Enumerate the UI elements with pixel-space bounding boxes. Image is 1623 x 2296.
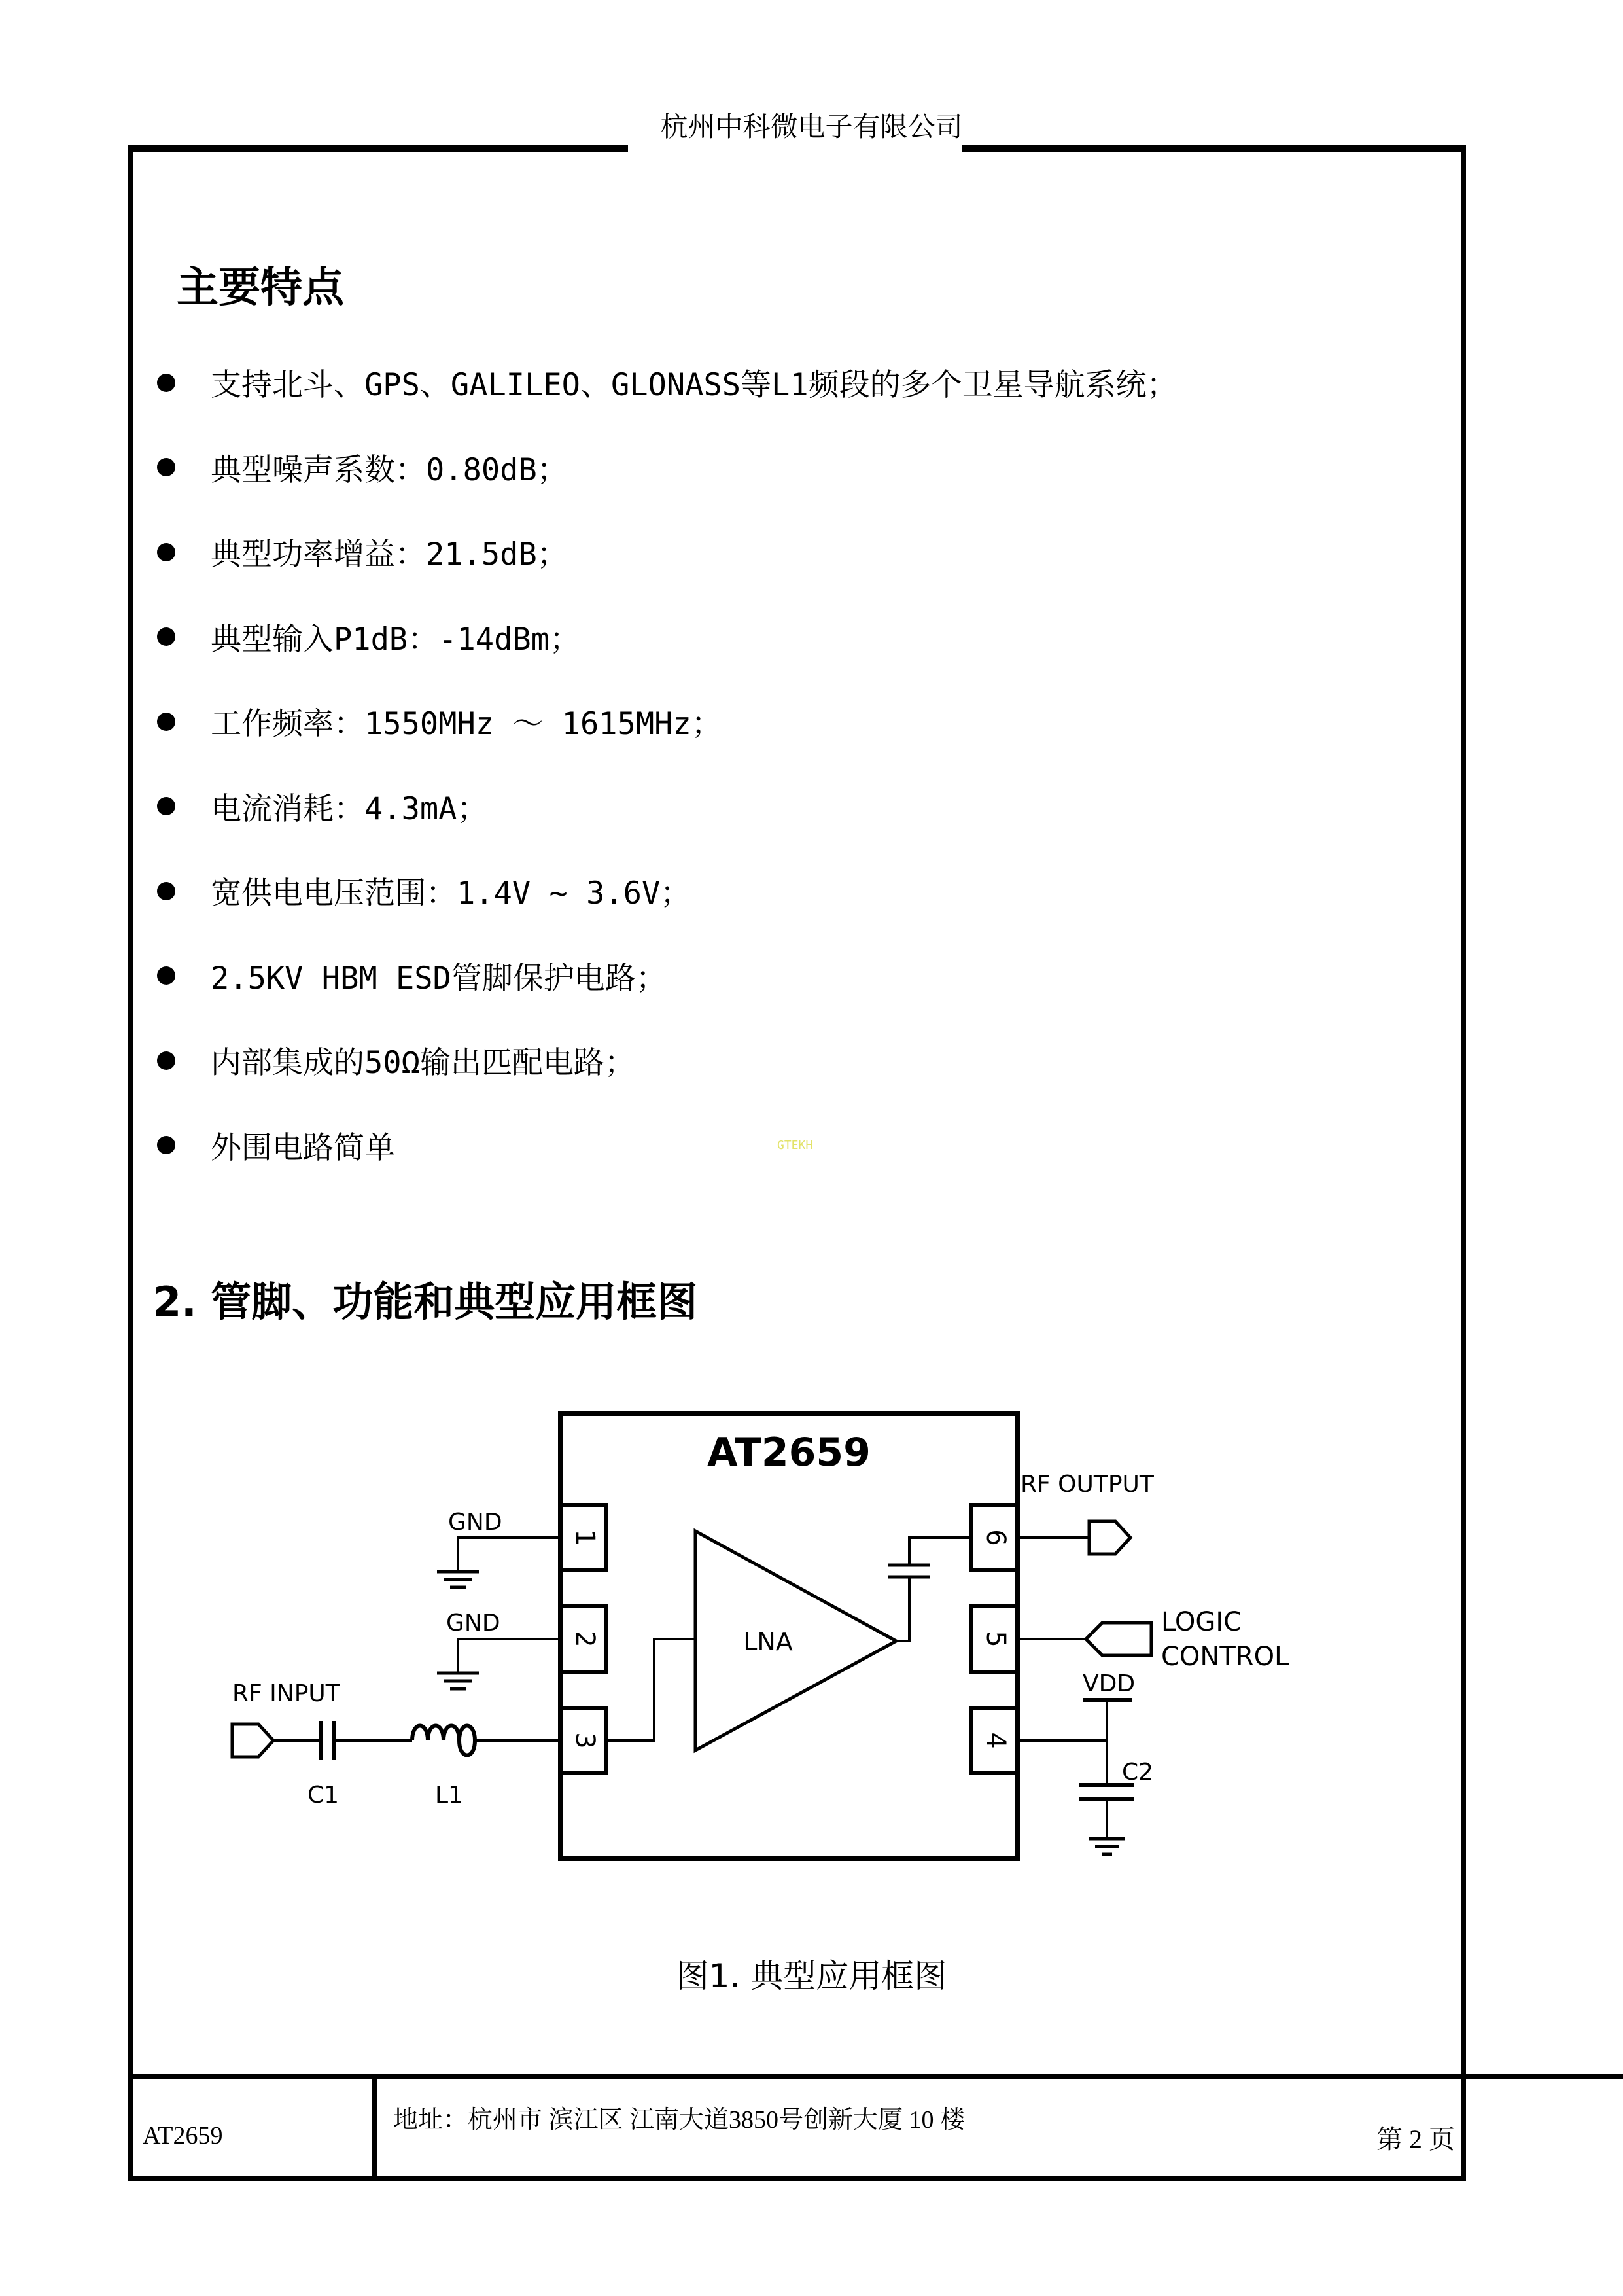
feature-text: 宽供电电压范围：1.4V ~ 3.6V；	[211, 875, 691, 912]
feature-text: 典型功率增益：21.5dB；	[211, 537, 568, 573]
pin-6-label: 6	[981, 1529, 1011, 1546]
feature-item	[157, 934, 1178, 1019]
bullet-icon	[157, 543, 175, 561]
feature-text: 典型输入P1dB：-14dBm；	[211, 621, 580, 658]
vdd-label: VDD	[1083, 1670, 1136, 1697]
feature-text: 支持北斗、GPS、GALILEO、GLONASS等L1频段的多个卫星导航系统；	[211, 367, 1178, 404]
bullet-icon	[157, 1136, 175, 1154]
feature-item	[157, 679, 1178, 764]
application-diagram	[216, 1394, 1328, 1891]
bullet-icon	[157, 882, 175, 900]
feature-text: 电流消耗：4.3mA；	[211, 790, 488, 827]
company-name: 杭州中科微电子有限公司	[652, 111, 970, 143]
bullet-icon	[157, 966, 175, 985]
footer-model: AT2659	[143, 2122, 223, 2149]
feature-item	[157, 764, 1178, 849]
footer-rule	[128, 2074, 1623, 2079]
feature-text: 2.5KV HBM ESD管脚保护电路；	[211, 960, 667, 997]
feature-item	[157, 510, 1178, 595]
logic-label: LOGIC	[1161, 1607, 1242, 1637]
feature-item	[157, 340, 1178, 425]
footer-address: 地址：杭州市 滨江区 江南大道3850号创新大厦 10 楼	[393, 2106, 966, 2134]
pin-5-label: 5	[981, 1631, 1011, 1648]
footer-page-number: 第 2 页	[1376, 2125, 1455, 2154]
feature-item	[157, 595, 1178, 680]
feature-item	[157, 1018, 1178, 1103]
pin-4-label: 4	[981, 1732, 1011, 1749]
gnd2-wire	[458, 1639, 561, 1673]
footer-divider	[372, 2074, 377, 2181]
bullet-icon	[157, 374, 175, 392]
section2-title: 2. 管脚、功能和典型应用框图	[153, 1278, 698, 1326]
gnd1-wire	[458, 1538, 561, 1572]
figure-caption: 图1. 典型应用框图	[676, 1957, 947, 1995]
footer	[128, 2074, 1620, 2181]
feature-text: 典型噪声系数：0.80dB；	[211, 451, 568, 488]
rf-input-label: RF INPUT	[232, 1680, 340, 1707]
bullet-icon	[157, 1051, 175, 1070]
bullet-icon	[157, 458, 175, 476]
feature-text: 工作频率：1550MHz ～ 1615MHz；	[211, 706, 722, 743]
l1-label: L1	[435, 1782, 463, 1809]
feature-item	[157, 1103, 1178, 1188]
company-header	[0, 110, 1623, 144]
feature-list	[157, 340, 1178, 1188]
gnd1-label: GND	[448, 1509, 502, 1536]
chip-name: AT2659	[707, 1430, 871, 1475]
bullet-icon	[157, 713, 175, 731]
watermark: GTEKH	[777, 1139, 813, 1152]
feature-item	[157, 849, 1178, 934]
feature-item	[157, 425, 1178, 510]
feature-text: 内部集成的50Ω输出匹配电路；	[211, 1045, 635, 1082]
pin-3-label: 3	[570, 1732, 600, 1749]
logic-port-icon	[1086, 1623, 1151, 1655]
rf-input-port-icon	[232, 1724, 273, 1757]
gnd2-label: GND	[446, 1610, 500, 1636]
bullet-icon	[157, 627, 175, 646]
lna-label: LNA	[743, 1627, 793, 1656]
l1-inductor-icon	[412, 1726, 475, 1756]
rf-output-label: RF OUTPUT	[1021, 1471, 1154, 1498]
control-label: CONTROL	[1161, 1642, 1289, 1672]
c1-label: C1	[307, 1782, 340, 1809]
bullet-icon	[157, 797, 175, 815]
feature-text: 外围电路简单	[211, 1129, 395, 1166]
features-title: 主要特点	[177, 264, 344, 312]
c2-label: C2	[1122, 1759, 1154, 1786]
pin-1-label: 1	[570, 1529, 600, 1546]
pin-2-label: 2	[570, 1631, 600, 1648]
rf-output-port-icon	[1089, 1521, 1130, 1554]
